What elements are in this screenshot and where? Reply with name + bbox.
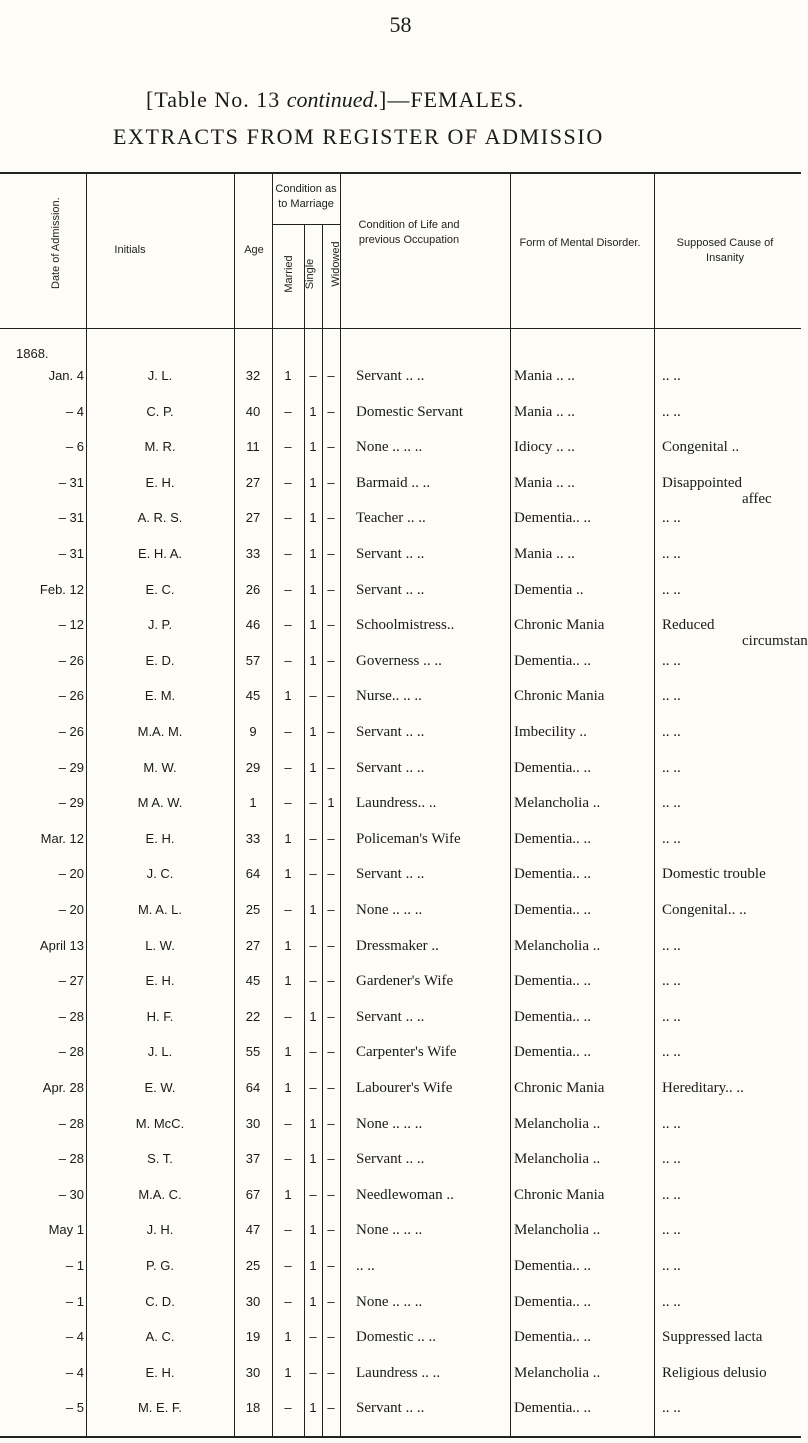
cell-age: 32 bbox=[245, 368, 261, 383]
header-occupation: Condition of Life and previous Occupation bbox=[358, 219, 460, 246]
cell-date: May 1 bbox=[48, 1222, 84, 1237]
cell-married: – bbox=[284, 475, 292, 490]
column-rule bbox=[654, 172, 655, 1436]
cell-initials: S. T. bbox=[147, 1151, 173, 1166]
cell-married: – bbox=[284, 1222, 292, 1237]
cell-married: 1 bbox=[284, 1080, 292, 1095]
cell-initials: H. F. bbox=[146, 1009, 174, 1024]
cell-initials: J. P. bbox=[147, 617, 173, 632]
cell-age: 25 bbox=[245, 902, 261, 917]
cell-date: – 4 bbox=[65, 1365, 84, 1380]
cell-age: 37 bbox=[245, 1151, 261, 1166]
cell-date: – 20 bbox=[58, 902, 84, 917]
cell-occupation: Servant .. .. bbox=[356, 866, 425, 882]
cell-single: 1 bbox=[309, 617, 317, 632]
cell-occupation: Servant .. .. bbox=[356, 546, 425, 562]
cell-initials: M.A. M. bbox=[137, 724, 183, 739]
cell-occupation: Dressmaker .. bbox=[356, 938, 439, 954]
cell-initials: M.A. C. bbox=[138, 1187, 182, 1202]
cell-occupation: Servant .. .. bbox=[356, 760, 425, 776]
cell-initials: J. C. bbox=[146, 866, 174, 881]
cell-disorder: Dementia.. .. bbox=[514, 1400, 592, 1416]
cell-widowed: – bbox=[327, 1080, 335, 1095]
cell-age: 30 bbox=[245, 1365, 261, 1380]
cell-widowed: – bbox=[327, 439, 335, 454]
cell-single: 1 bbox=[309, 1116, 317, 1131]
cell-age: 27 bbox=[245, 475, 261, 490]
cell-date: – 29 bbox=[58, 760, 84, 775]
cell-cause: Hereditary.. .. bbox=[662, 1080, 744, 1096]
cell-cause-continued: affec bbox=[742, 491, 772, 507]
cell-occupation: None .. .. .. bbox=[356, 439, 423, 455]
cell-age: 18 bbox=[245, 1400, 261, 1415]
cell-married: – bbox=[284, 1258, 292, 1273]
page-number: 58 bbox=[389, 12, 412, 37]
cell-cause: .. .. bbox=[662, 1116, 681, 1132]
cell-initials: E. C. bbox=[145, 582, 175, 597]
cell-single: 1 bbox=[309, 510, 317, 525]
cell-age: 33 bbox=[245, 831, 261, 846]
header-date: Date of Admission. bbox=[50, 197, 62, 289]
cell-cause: .. .. bbox=[662, 973, 681, 989]
marriage-subrule bbox=[272, 224, 340, 225]
cell-cause: .. .. bbox=[662, 1222, 681, 1238]
cell-date: – 4 bbox=[65, 404, 84, 419]
cell-date: – 31 bbox=[58, 475, 84, 490]
cell-cause: .. .. bbox=[662, 1187, 681, 1203]
cell-occupation: None .. .. .. bbox=[356, 1294, 423, 1310]
header-initials: Initials bbox=[114, 244, 146, 256]
cell-initials: J. L. bbox=[147, 1044, 173, 1059]
cell-date: April 13 bbox=[39, 938, 84, 953]
cell-cause-continued: circumstan bbox=[742, 633, 808, 649]
cell-married: – bbox=[284, 617, 292, 632]
cell-married: – bbox=[284, 724, 292, 739]
cell-initials: E. H. bbox=[145, 831, 175, 846]
cell-occupation: Laundress .. .. bbox=[356, 1365, 441, 1381]
cell-cause: .. .. bbox=[662, 404, 681, 420]
cell-cause: .. .. bbox=[662, 1294, 681, 1310]
cell-disorder: Mania .. .. bbox=[514, 475, 575, 491]
cell-initials: M. A. L. bbox=[137, 902, 183, 917]
cell-single: 1 bbox=[309, 404, 317, 419]
cell-disorder: Melancholia .. bbox=[514, 1116, 601, 1132]
cell-cause: .. .. bbox=[662, 831, 681, 847]
cell-widowed: – bbox=[327, 546, 335, 561]
cell-disorder: Mania .. .. bbox=[514, 546, 575, 562]
cell-single: 1 bbox=[309, 582, 317, 597]
cell-occupation: Carpenter's Wife bbox=[356, 1044, 457, 1060]
title-suffix: —FEMALES. bbox=[387, 87, 525, 112]
header-condition-group: Condition as to Marriage bbox=[275, 183, 337, 210]
cell-married: 1 bbox=[284, 1044, 292, 1059]
cell-age: 25 bbox=[245, 1258, 261, 1273]
cell-single: 1 bbox=[309, 1222, 317, 1237]
cell-initials: M A. W. bbox=[137, 795, 183, 810]
cell-occupation: Servant .. .. bbox=[356, 1400, 425, 1416]
cell-disorder: Dementia.. .. bbox=[514, 653, 592, 669]
cell-occupation: Governess .. .. bbox=[356, 653, 442, 669]
cell-date: Jan. 4 bbox=[48, 368, 84, 383]
cell-date: – 28 bbox=[58, 1044, 84, 1059]
cell-disorder: Dementia .. bbox=[514, 582, 584, 598]
cell-age: 47 bbox=[245, 1222, 261, 1237]
cell-married: 1 bbox=[284, 831, 292, 846]
cell-disorder: Melancholia .. bbox=[514, 1151, 601, 1167]
cell-cause: .. .. bbox=[662, 1400, 681, 1416]
cell-initials: M. McC. bbox=[135, 1116, 185, 1131]
cell-initials: M. W. bbox=[143, 760, 177, 775]
cell-disorder: Mania .. .. bbox=[514, 368, 575, 384]
cell-widowed: – bbox=[327, 1222, 335, 1237]
cell-date: – 28 bbox=[58, 1009, 84, 1024]
cell-single: – bbox=[309, 866, 317, 881]
cell-age: 29 bbox=[245, 760, 261, 775]
cell-date: – 4 bbox=[65, 1329, 84, 1344]
cell-single: – bbox=[309, 1044, 317, 1059]
cell-disorder: Dementia.. .. bbox=[514, 1329, 592, 1345]
cell-age: 26 bbox=[245, 582, 261, 597]
cell-cause: .. .. bbox=[662, 1009, 681, 1025]
cell-initials: A. C. bbox=[145, 1329, 175, 1344]
cell-initials: L. W. bbox=[145, 938, 175, 953]
cell-widowed: 1 bbox=[327, 795, 335, 810]
cell-cause: .. .. bbox=[662, 724, 681, 740]
cell-married: – bbox=[284, 1116, 292, 1131]
cell-disorder: Dementia.. .. bbox=[514, 1009, 592, 1025]
cell-occupation: Domestic .. .. bbox=[356, 1329, 436, 1345]
cell-initials: M. R. bbox=[144, 439, 176, 454]
cell-widowed: – bbox=[327, 1365, 335, 1380]
cell-married: – bbox=[284, 1151, 292, 1166]
table-subtitle: EXTRACTS FROM REGISTER OF ADMISSIO bbox=[113, 124, 604, 149]
cell-age: 46 bbox=[245, 617, 261, 632]
cell-single: 1 bbox=[309, 1009, 317, 1024]
cell-widowed: – bbox=[327, 688, 335, 703]
cell-married: – bbox=[284, 1294, 292, 1309]
cell-initials: E. D. bbox=[145, 653, 175, 668]
cell-age: 33 bbox=[245, 546, 261, 561]
cell-single: 1 bbox=[309, 653, 317, 668]
cell-disorder: Dementia.. .. bbox=[514, 1294, 592, 1310]
cell-date: Apr. 28 bbox=[42, 1080, 84, 1095]
header-widowed: Widowed bbox=[330, 241, 342, 287]
cell-disorder: Dementia.. .. bbox=[514, 1044, 592, 1060]
cell-widowed: – bbox=[327, 368, 335, 383]
cell-disorder: Dementia.. .. bbox=[514, 760, 592, 776]
cell-married: – bbox=[284, 439, 292, 454]
cell-married: – bbox=[284, 404, 292, 419]
cell-single: – bbox=[309, 1187, 317, 1202]
cell-disorder: Dementia.. .. bbox=[514, 1258, 592, 1274]
cell-disorder: Dementia.. .. bbox=[514, 973, 592, 989]
cell-initials: E. H. A. bbox=[137, 546, 183, 561]
cell-single: 1 bbox=[309, 439, 317, 454]
cell-single: 1 bbox=[309, 724, 317, 739]
cell-date: – 27 bbox=[58, 973, 84, 988]
cell-occupation: Schoolmistress.. bbox=[356, 617, 455, 633]
cell-married: – bbox=[284, 1400, 292, 1415]
cell-cause: .. .. bbox=[662, 1044, 681, 1060]
header-bottom-rule bbox=[0, 328, 801, 329]
cell-date: – 26 bbox=[58, 724, 84, 739]
cell-widowed: – bbox=[327, 404, 335, 419]
cell-age: 30 bbox=[245, 1116, 261, 1131]
cell-single: 1 bbox=[309, 760, 317, 775]
header-cause: Supposed Cause of Insanity bbox=[676, 237, 774, 264]
cell-widowed: – bbox=[327, 510, 335, 525]
cell-married: 1 bbox=[284, 866, 292, 881]
cell-date: – 31 bbox=[58, 510, 84, 525]
cell-cause: .. .. bbox=[662, 546, 681, 562]
cell-cause: Reduced bbox=[662, 617, 715, 633]
column-rule bbox=[340, 172, 341, 1436]
cell-occupation: Servant .. .. bbox=[356, 1009, 425, 1025]
cell-occupation: Barmaid .. .. bbox=[356, 475, 431, 491]
cell-widowed: – bbox=[327, 831, 335, 846]
bottom-rule bbox=[0, 1436, 801, 1438]
cell-disorder: Melancholia .. bbox=[514, 938, 601, 954]
cell-occupation: None .. .. .. bbox=[356, 1116, 423, 1132]
cell-disorder: Chronic Mania bbox=[514, 688, 605, 704]
cell-disorder: Melancholia .. bbox=[514, 1222, 601, 1238]
cell-date: – 31 bbox=[58, 546, 84, 561]
cell-occupation: Laundress.. .. bbox=[356, 795, 437, 811]
cell-occupation: Domestic Servant bbox=[356, 404, 464, 420]
cell-date: – 20 bbox=[58, 866, 84, 881]
cell-single: 1 bbox=[309, 475, 317, 490]
cell-cause: .. .. bbox=[662, 582, 681, 598]
cell-cause: .. .. bbox=[662, 938, 681, 954]
cell-occupation: Labourer's Wife bbox=[356, 1080, 453, 1096]
title-continued: continued. bbox=[286, 87, 380, 112]
cell-cause: .. .. bbox=[662, 1151, 681, 1167]
cell-disorder: Dementia.. .. bbox=[514, 866, 592, 882]
title-table-label: Table No. 13 bbox=[154, 87, 287, 112]
cell-date: – 30 bbox=[58, 1187, 84, 1202]
cell-widowed: – bbox=[327, 582, 335, 597]
cell-age: 19 bbox=[245, 1329, 261, 1344]
cell-single: – bbox=[309, 795, 317, 810]
cell-married: – bbox=[284, 795, 292, 810]
cell-date: – 26 bbox=[58, 653, 84, 668]
cell-date: – 1 bbox=[65, 1294, 84, 1309]
header-disorder: Form of Mental Disorder. bbox=[519, 237, 641, 249]
cell-date: – 28 bbox=[58, 1116, 84, 1131]
cell-cause: Congenital.. .. bbox=[662, 902, 747, 918]
cell-age: 9 bbox=[249, 724, 257, 739]
year-label: 1868. bbox=[16, 346, 49, 361]
cell-age: 11 bbox=[246, 439, 260, 454]
cell-single: 1 bbox=[309, 546, 317, 561]
cell-age: 27 bbox=[245, 510, 261, 525]
cell-occupation: .. .. bbox=[356, 1258, 375, 1274]
cell-single: – bbox=[309, 368, 317, 383]
cell-cause: .. .. bbox=[662, 795, 681, 811]
cell-initials: C. D. bbox=[145, 1294, 175, 1309]
cell-disorder: Dementia.. .. bbox=[514, 831, 592, 847]
cell-occupation: Policeman's Wife bbox=[356, 831, 461, 847]
cell-cause: .. .. bbox=[662, 1258, 681, 1274]
cell-initials: J. H. bbox=[146, 1222, 174, 1237]
cell-date: – 29 bbox=[58, 795, 84, 810]
header-married: Married bbox=[283, 255, 295, 293]
cell-widowed: – bbox=[327, 973, 335, 988]
cell-single: – bbox=[309, 1329, 317, 1344]
cell-disorder: Chronic Mania bbox=[514, 1187, 605, 1203]
cell-disorder: Dementia.. .. bbox=[514, 902, 592, 918]
cell-disorder: Chronic Mania bbox=[514, 1080, 605, 1096]
cell-age: 57 bbox=[245, 653, 261, 668]
column-rule bbox=[510, 172, 511, 1436]
cell-married: 1 bbox=[284, 688, 292, 703]
cell-age: 40 bbox=[245, 404, 261, 419]
cell-married: – bbox=[284, 902, 292, 917]
cell-initials: E. H. bbox=[145, 475, 175, 490]
cell-cause: .. .. bbox=[662, 653, 681, 669]
cell-occupation: Servant .. .. bbox=[356, 724, 425, 740]
cell-age: 45 bbox=[245, 688, 261, 703]
cell-occupation: Gardener's Wife bbox=[356, 973, 454, 989]
cell-disorder: Idiocy .. .. bbox=[514, 439, 575, 455]
cell-cause: .. .. bbox=[662, 760, 681, 776]
cell-occupation: None .. .. .. bbox=[356, 902, 423, 918]
cell-age: 45 bbox=[245, 973, 261, 988]
cell-single: – bbox=[309, 973, 317, 988]
cell-widowed: – bbox=[327, 617, 335, 632]
cell-occupation: Needlewoman .. bbox=[356, 1187, 454, 1203]
cell-single: – bbox=[309, 1080, 317, 1095]
cell-occupation: None .. .. .. bbox=[356, 1222, 423, 1238]
cell-date: – 5 bbox=[65, 1400, 84, 1415]
cell-married: – bbox=[284, 1009, 292, 1024]
cell-widowed: – bbox=[327, 760, 335, 775]
cell-cause: Domestic trouble bbox=[662, 866, 766, 882]
cell-occupation: Servant .. .. bbox=[356, 582, 425, 598]
cell-initials: A. R. S. bbox=[137, 510, 183, 525]
cell-widowed: – bbox=[327, 1187, 335, 1202]
cell-cause: .. .. bbox=[662, 510, 681, 526]
cell-married: 1 bbox=[284, 1329, 292, 1344]
cell-single: – bbox=[309, 938, 317, 953]
cell-disorder: Chronic Mania bbox=[514, 617, 605, 633]
cell-widowed: – bbox=[327, 1329, 335, 1344]
cell-date: Mar. 12 bbox=[40, 831, 84, 846]
cell-date: Feb. 12 bbox=[39, 582, 84, 597]
cell-single: – bbox=[309, 688, 317, 703]
header-age: Age bbox=[244, 244, 264, 256]
cell-initials: E. M. bbox=[144, 688, 176, 703]
cell-widowed: – bbox=[327, 1044, 335, 1059]
cell-initials: E. H. bbox=[145, 973, 175, 988]
cell-married: – bbox=[284, 653, 292, 668]
cell-date: – 28 bbox=[58, 1151, 84, 1166]
cell-single: 1 bbox=[309, 1400, 317, 1415]
cell-married: – bbox=[284, 582, 292, 597]
cell-married: – bbox=[284, 760, 292, 775]
cell-age: 64 bbox=[245, 1080, 261, 1095]
cell-single: 1 bbox=[309, 1151, 317, 1166]
cell-date: – 12 bbox=[58, 617, 84, 632]
cell-disorder: Melancholia .. bbox=[514, 1365, 601, 1381]
cell-age: 30 bbox=[245, 1294, 261, 1309]
cell-age: 64 bbox=[245, 866, 261, 881]
cell-age: 67 bbox=[245, 1187, 261, 1202]
cell-occupation: Nurse.. .. .. bbox=[356, 688, 422, 704]
cell-widowed: – bbox=[327, 938, 335, 953]
cell-disorder: Dementia.. .. bbox=[514, 510, 592, 526]
cell-age: 55 bbox=[245, 1044, 261, 1059]
cell-initials: E. W. bbox=[144, 1080, 176, 1095]
cell-cause: .. .. bbox=[662, 368, 681, 384]
cell-cause: Disappointed bbox=[662, 475, 742, 491]
cell-widowed: – bbox=[327, 866, 335, 881]
cell-widowed: – bbox=[327, 653, 335, 668]
cell-widowed: – bbox=[327, 1009, 335, 1024]
cell-cause: Congenital .. bbox=[662, 439, 740, 455]
cell-date: – 1 bbox=[65, 1258, 84, 1273]
cell-initials: J. L. bbox=[147, 368, 173, 383]
cell-married: 1 bbox=[284, 1365, 292, 1380]
cell-widowed: – bbox=[327, 475, 335, 490]
cell-widowed: – bbox=[327, 1151, 335, 1166]
cell-widowed: – bbox=[327, 902, 335, 917]
cell-occupation: Servant .. .. bbox=[356, 1151, 425, 1167]
cell-date: – 26 bbox=[58, 688, 84, 703]
cell-disorder: Imbecility .. bbox=[514, 724, 587, 740]
cell-single: 1 bbox=[309, 902, 317, 917]
cell-married: 1 bbox=[284, 973, 292, 988]
cell-married: 1 bbox=[284, 1187, 292, 1202]
top-rule bbox=[0, 172, 801, 174]
title-bracket-open: [ bbox=[146, 87, 155, 112]
cell-disorder: Mania .. .. bbox=[514, 404, 575, 420]
cell-widowed: – bbox=[327, 1258, 335, 1273]
cell-initials: M. E. F. bbox=[137, 1400, 183, 1415]
cell-age: 1 bbox=[249, 795, 257, 810]
table-title bbox=[146, 87, 524, 113]
cell-single: 1 bbox=[309, 1294, 317, 1309]
cell-widowed: – bbox=[327, 724, 335, 739]
cell-cause: Religious delusio bbox=[662, 1365, 767, 1381]
cell-married: 1 bbox=[284, 368, 292, 383]
cell-widowed: – bbox=[327, 1400, 335, 1415]
cell-age: 27 bbox=[245, 938, 261, 953]
cell-single: – bbox=[309, 831, 317, 846]
cell-occupation: Servant .. .. bbox=[356, 368, 425, 384]
cell-widowed: – bbox=[327, 1116, 335, 1131]
cell-initials: P. G. bbox=[146, 1258, 174, 1273]
cell-single: – bbox=[309, 1365, 317, 1380]
title-bracket-close: ] bbox=[379, 87, 388, 112]
cell-age: 22 bbox=[245, 1009, 261, 1024]
cell-disorder: Melancholia .. bbox=[514, 795, 601, 811]
cell-occupation: Teacher .. .. bbox=[356, 510, 426, 526]
cell-initials: E. H. bbox=[145, 1365, 175, 1380]
cell-married: – bbox=[284, 546, 292, 561]
cell-initials: C. P. bbox=[146, 404, 174, 419]
cell-date: – 6 bbox=[65, 439, 84, 454]
cell-widowed: – bbox=[327, 1294, 335, 1309]
header-single: Single bbox=[304, 258, 316, 290]
cell-single: 1 bbox=[309, 1258, 317, 1273]
cell-married: 1 bbox=[284, 938, 292, 953]
cell-married: – bbox=[284, 510, 292, 525]
cell-cause: .. .. bbox=[662, 688, 681, 704]
cell-cause: Suppressed lacta bbox=[662, 1329, 763, 1345]
